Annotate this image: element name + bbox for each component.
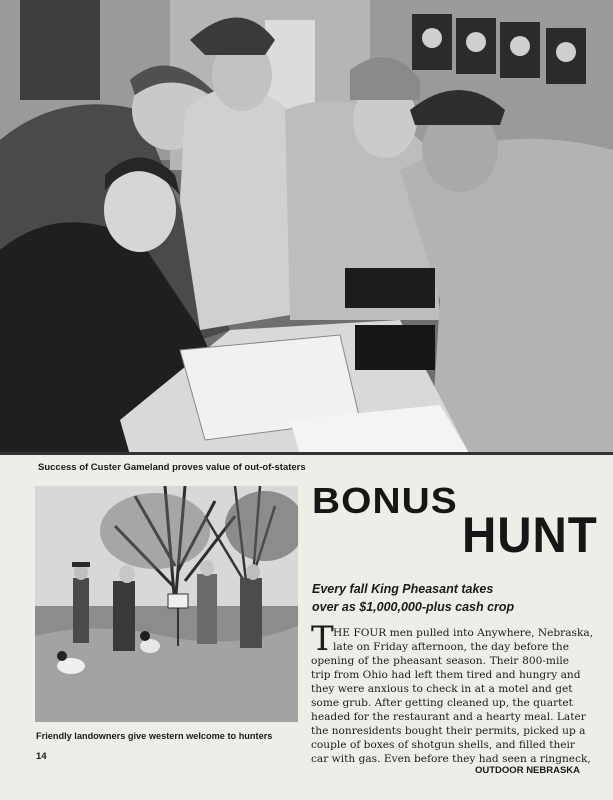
body-line: late on Friday afternoon, the day before the: [333, 641, 569, 653]
body-line: trip from Ohio had left them tired and hungry and: [311, 669, 581, 681]
body-line: HE FOUR men pulled into Anywhere, Nebraska,: [333, 627, 594, 639]
body-line: they were anxious to check in at a motel and get: [311, 683, 573, 695]
bottom-photo-caption: Friendly landowners give western welcome to hunters: [36, 731, 273, 741]
drop-cap: T: [311, 619, 334, 659]
body-line: opening of the pheasant season. Their 800-mile: [311, 655, 569, 667]
headline-hunt: HUNT: [462, 507, 598, 563]
top-photo-caption: Success of Custer Gameland proves value of out-of-staters: [38, 462, 306, 473]
body-line: headed for the restaurant and a hearty meal. Later: [311, 711, 586, 723]
body-line: some grub. After getting cleaned up, the quartet: [311, 697, 573, 709]
headline-bonus: BONUS: [312, 480, 458, 521]
bottom-photo-hunters-with-dogs: [35, 486, 298, 722]
body-line: couple of boxes of shotgun shells, and filled their: [311, 739, 575, 751]
subheading-line-1: Every fall King Pheasant takes: [312, 582, 494, 596]
body-line: the nonresidents bought their permits, picked up a: [311, 725, 586, 737]
page-number: 14: [36, 751, 47, 762]
magazine-name: OUTDOOR NEBRASKA: [475, 765, 581, 776]
body-line: car with gas. Even before they had seen a ringneck,: [311, 753, 591, 765]
subheading-line-2: over as $1,000,000-plus cash crop: [312, 600, 515, 614]
